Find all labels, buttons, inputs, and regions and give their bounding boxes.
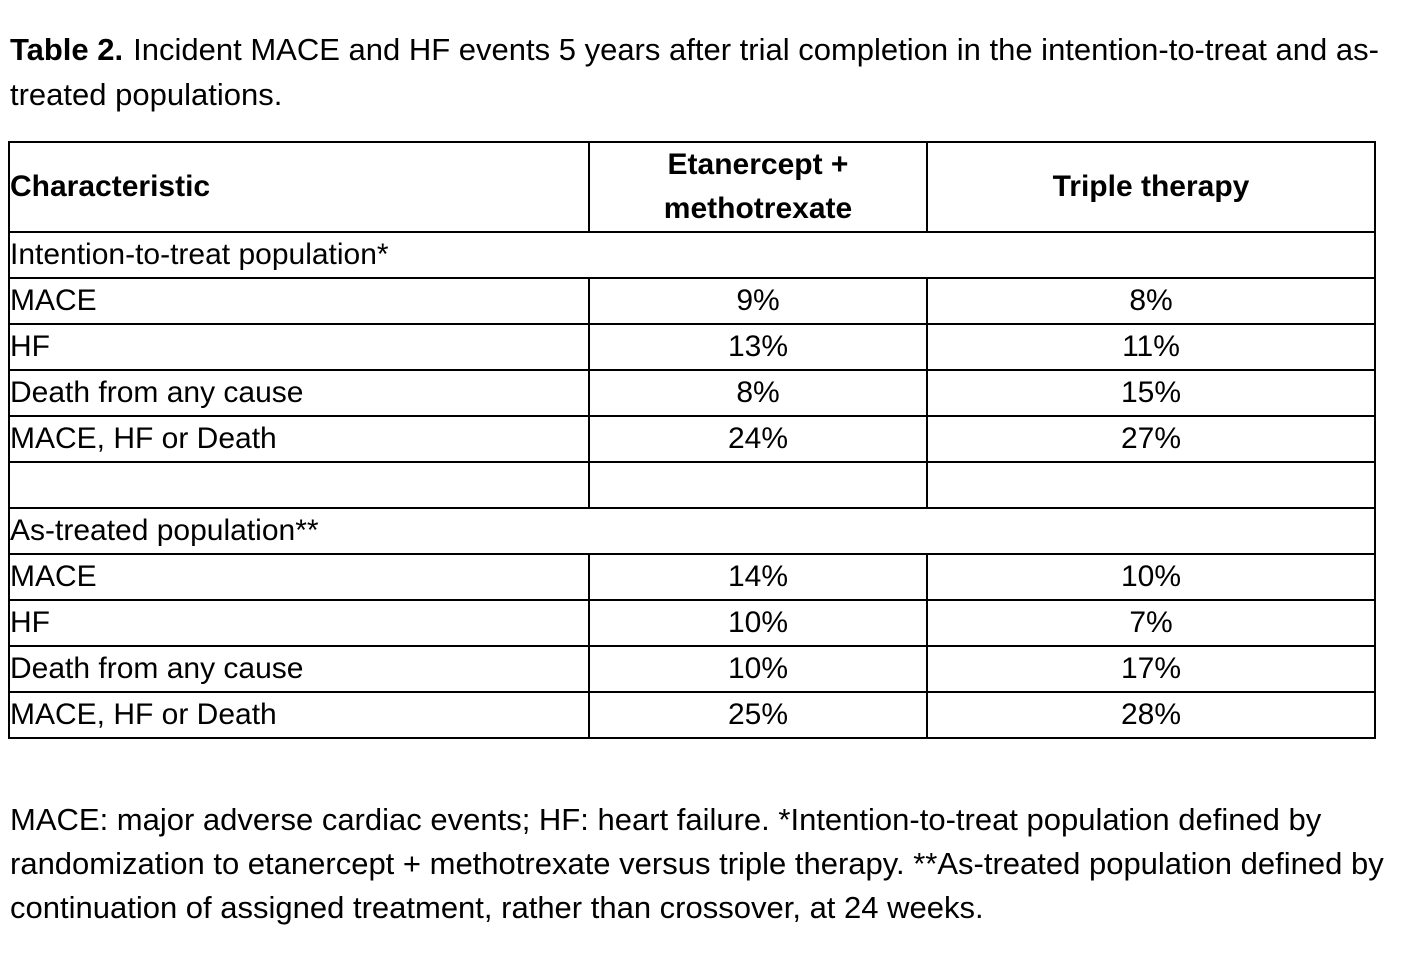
table-row	[9, 554, 1375, 600]
row-label: HF	[9, 324, 589, 370]
cell-etanercept: 10%	[589, 646, 927, 692]
cell-triple: 8%	[927, 278, 1375, 324]
cell-triple: 10%	[927, 554, 1375, 600]
row-label: MACE, HF or Death	[9, 692, 589, 738]
section-label-itt: Intention-to-treat population*	[9, 232, 1375, 278]
row-label: MACE, HF or Death	[9, 416, 589, 462]
cell-triple: 17%	[927, 646, 1375, 692]
header-row	[9, 142, 1375, 232]
table-row	[9, 646, 1375, 692]
cell-triple: 7%	[927, 600, 1375, 646]
table-row	[9, 692, 1375, 738]
cell-etanercept: 9%	[589, 278, 927, 324]
cell-triple: 28%	[927, 692, 1375, 738]
section-label-as-treated: As-treated population**	[9, 508, 1375, 554]
empty-row	[9, 462, 1375, 508]
cell-etanercept: 14%	[589, 554, 927, 600]
row-label: HF	[9, 600, 589, 646]
cell-etanercept: 10%	[589, 600, 927, 646]
table-label: Table 2.	[10, 32, 124, 67]
table-row	[9, 416, 1375, 462]
row-label: Death from any cause	[9, 646, 589, 692]
empty-cell	[589, 462, 927, 508]
table-row	[9, 278, 1375, 324]
cell-triple: 27%	[927, 416, 1375, 462]
row-label: MACE	[9, 554, 589, 600]
header-triple-therapy: Triple therapy	[927, 142, 1375, 232]
cell-etanercept: 8%	[589, 370, 927, 416]
section-row-as-treated	[9, 508, 1375, 554]
results-table	[8, 141, 1376, 739]
cell-etanercept: 25%	[589, 692, 927, 738]
section-row-itt	[9, 232, 1375, 278]
table-row	[9, 370, 1375, 416]
caption-text: Incident MACE and HF events 5 years after trial completion in the intention-to-treat and as-treated populations.	[10, 32, 1379, 112]
table-row	[9, 600, 1375, 646]
row-label: Death from any cause	[9, 370, 589, 416]
cell-triple: 15%	[927, 370, 1375, 416]
cell-triple: 11%	[927, 324, 1375, 370]
table-footnote: MACE: major adverse cardiac events; HF: heart failure. *Intention-to-treat population defined by randomization to etanercept + methotrexate versus triple therapy. **As-treated population defined by continuation of assigned treatment, rather than crossover, at 24 weeks.	[10, 802, 1384, 925]
row-label: MACE	[9, 278, 589, 324]
empty-cell	[927, 462, 1375, 508]
header-etanercept-methotrexate: Etanercept + methotrexate	[589, 142, 927, 232]
table-caption	[10, 27, 1402, 117]
table-row	[9, 324, 1375, 370]
cell-etanercept: 24%	[589, 416, 927, 462]
empty-cell	[9, 462, 589, 508]
cell-etanercept: 13%	[589, 324, 927, 370]
header-characteristic: Characteristic	[9, 142, 589, 232]
